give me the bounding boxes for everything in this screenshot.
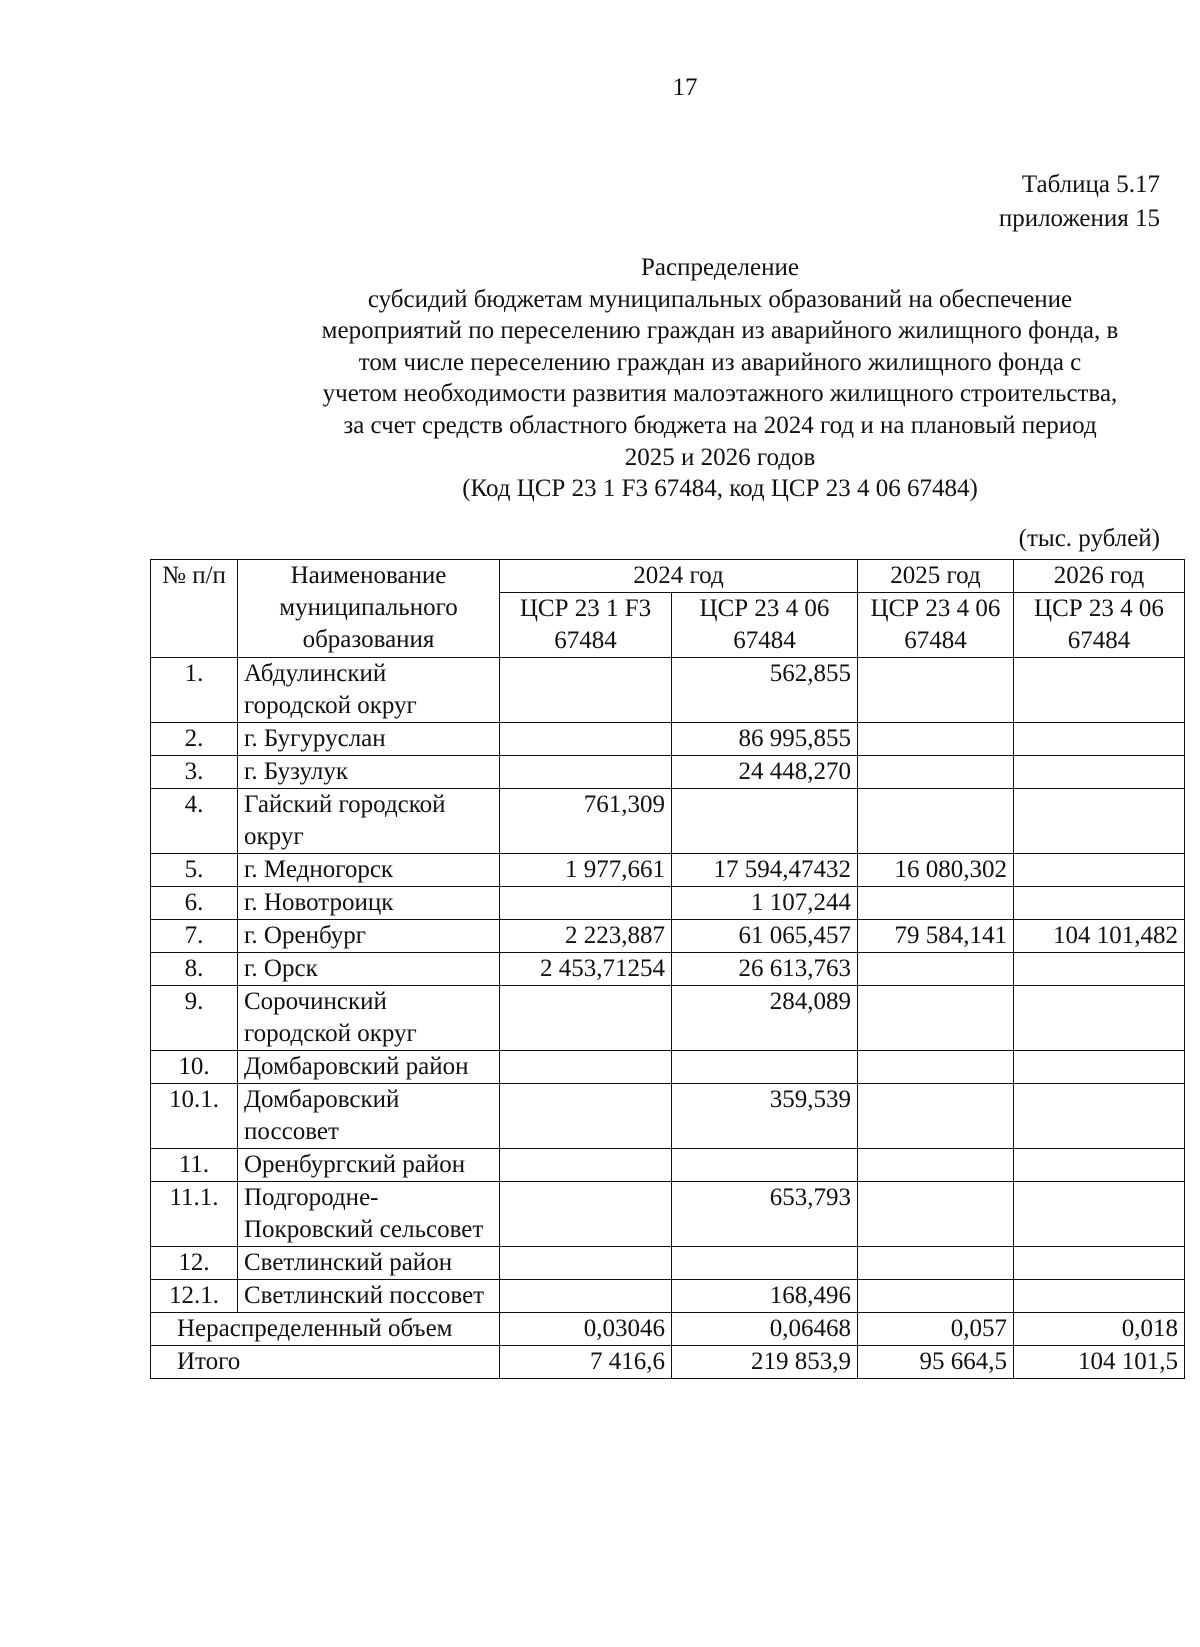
value-2026 [1014, 1182, 1185, 1247]
row-number: 6. [151, 887, 238, 920]
unallocated-2024-csr-b: 0,06468 [672, 1313, 858, 1346]
value-2024-csr-a: 1 977,661 [500, 854, 672, 887]
row-number: 7. [151, 920, 238, 953]
value-2024-csr-a [500, 1247, 672, 1280]
title-line: Распределение [641, 254, 799, 281]
total-row [151, 1346, 1185, 1379]
row-number: 5. [151, 854, 238, 887]
value-2026: 104 101,482 [1014, 920, 1185, 953]
row-number: 8. [151, 953, 238, 986]
municipality-name: Подгородне-Покровский сельсовет [238, 1182, 500, 1247]
document-title [240, 252, 1200, 505]
value-2024-csr-b: 26 613,763 [672, 953, 858, 986]
unallocated-2026: 0,018 [1014, 1313, 1185, 1346]
value-2026 [1014, 723, 1185, 756]
table-row [151, 887, 1185, 920]
row-number: 4. [151, 789, 238, 854]
table-body [151, 658, 1185, 1379]
value-2024-csr-b: 653,793 [672, 1182, 858, 1247]
value-2024-csr-b: 562,855 [672, 658, 858, 723]
unallocated-2025: 0,057 [858, 1313, 1014, 1346]
municipality-name: Сорочинский городской округ [238, 986, 500, 1051]
table-row [151, 1149, 1185, 1182]
value-2024-csr-b [672, 789, 858, 854]
municipality-name: г. Орск [238, 953, 500, 986]
table-row [151, 1247, 1185, 1280]
value-2026 [1014, 953, 1185, 986]
municipality-name: Абдулинский городской округ [238, 658, 500, 723]
value-2025 [858, 887, 1014, 920]
header-name: Наименование муниципального образования [238, 560, 500, 658]
value-2024-csr-a [500, 1051, 672, 1084]
municipality-name: г. Оренбург [238, 920, 500, 953]
value-2024-csr-b: 1 107,244 [672, 887, 858, 920]
municipality-name: Гайский городской округ [238, 789, 500, 854]
value-2024-csr-a [500, 1182, 672, 1247]
value-2024-csr-b: 359,539 [672, 1084, 858, 1149]
value-2024-csr-a [500, 986, 672, 1051]
table-row [151, 756, 1185, 789]
total-2026: 104 101,5 [1014, 1346, 1185, 1379]
value-2024-csr-a [500, 756, 672, 789]
value-2025 [858, 1247, 1014, 1280]
header-2024-csr-a: ЦСР 23 1 F3 67484 [500, 593, 672, 658]
table-row [151, 953, 1185, 986]
page-number: 17 [672, 74, 698, 101]
municipality-name: г. Медногорск [238, 854, 500, 887]
municipality-name: г. Бузулук [238, 756, 500, 789]
municipality-name: г. Новотроицк [238, 887, 500, 920]
value-2026 [1014, 1280, 1185, 1313]
units-note: (тыс. рублей) [1018, 525, 1160, 552]
subsidy-table [150, 559, 1185, 1379]
unallocated-2024-csr-a: 0,03046 [500, 1313, 672, 1346]
value-2026 [1014, 986, 1185, 1051]
row-number: 1. [151, 658, 238, 723]
value-2024-csr-b: 61 065,457 [672, 920, 858, 953]
value-2026 [1014, 854, 1185, 887]
value-2025: 16 080,302 [858, 854, 1014, 887]
value-2025 [858, 1084, 1014, 1149]
title-line: 2025 и 2026 годов [624, 443, 816, 471]
value-2024-csr-a [500, 1149, 672, 1182]
value-2026 [1014, 756, 1185, 789]
value-2026 [1014, 1084, 1185, 1149]
unallocated-label: Нераспределенный объем [151, 1313, 500, 1346]
row-number: 2. [151, 723, 238, 756]
municipality-name: Домбаровский район [238, 1051, 500, 1084]
total-2025: 95 664,5 [858, 1346, 1014, 1379]
table-row [151, 1280, 1185, 1313]
header-2025-csr: ЦСР 23 4 06 67484 [858, 593, 1014, 658]
row-number: 10.1. [151, 1084, 238, 1149]
value-2026 [1014, 1247, 1185, 1280]
municipality-name: Светлинский район [238, 1247, 500, 1280]
value-2025 [858, 756, 1014, 789]
header-year-2025: 2025 год [858, 560, 1014, 593]
value-2025 [858, 986, 1014, 1051]
title-line: за счет средств областного бюджета на 2024 год и на плановый период [343, 411, 1097, 439]
municipality-name: Оренбургский район [238, 1149, 500, 1182]
municipality-name: Домбаровский поссовет [238, 1084, 500, 1149]
value-2025 [858, 1051, 1014, 1084]
row-number: 9. [151, 986, 238, 1051]
value-2024-csr-a: 2 223,887 [500, 920, 672, 953]
header-year-2024: 2024 год [500, 560, 858, 593]
total-label: Итого [151, 1346, 500, 1379]
value-2024-csr-b: 86 995,855 [672, 723, 858, 756]
unallocated-row [151, 1313, 1185, 1346]
title-line: учетом необходимости развития малоэтажного жилищного строительства, [322, 380, 1118, 408]
value-2025 [858, 1149, 1014, 1182]
value-2025 [858, 723, 1014, 756]
total-2024-csr-b: 219 853,9 [672, 1346, 858, 1379]
value-2024-csr-b [672, 1247, 858, 1280]
value-2025 [858, 1182, 1014, 1247]
value-2025 [858, 789, 1014, 854]
table-row [151, 723, 1185, 756]
value-2024-csr-b [672, 1051, 858, 1084]
table-label-appendix: приложения 15 [998, 205, 1160, 232]
row-number: 12.1. [151, 1280, 238, 1313]
value-2026 [1014, 1051, 1185, 1084]
table-row [151, 1084, 1185, 1149]
value-2024-csr-b: 168,496 [672, 1280, 858, 1313]
value-2026 [1014, 658, 1185, 723]
title-line: (Код ЦСР 23 1 F3 67484, код ЦСР 23 4 06 67484) [462, 475, 978, 503]
value-2024-csr-a [500, 723, 672, 756]
municipality-name: Светлинский поссовет [238, 1280, 500, 1313]
value-2024-csr-b: 284,089 [672, 986, 858, 1051]
value-2024-csr-a [500, 887, 672, 920]
title-line: мероприятий по переселению граждан из аварийного жилищного фонда, в [321, 317, 1119, 345]
table-row [151, 854, 1185, 887]
row-number: 10. [151, 1051, 238, 1084]
table-row [151, 1051, 1185, 1084]
table-row [151, 658, 1185, 723]
header-num: № п/п [151, 560, 238, 658]
value-2026 [1014, 1149, 1185, 1182]
value-2025 [858, 953, 1014, 986]
value-2024-csr-a [500, 1084, 672, 1149]
row-number: 3. [151, 756, 238, 789]
value-2025 [858, 1280, 1014, 1313]
row-number: 12. [151, 1247, 238, 1280]
value-2026 [1014, 887, 1185, 920]
header-year-2026: 2026 год [1014, 560, 1185, 593]
title-line: том числе переселению граждан из аварийного жилищного фонда с [358, 348, 1082, 376]
header-2026-csr: ЦСР 23 4 06 67484 [1014, 593, 1185, 658]
value-2024-csr-a [500, 1280, 672, 1313]
table-row [151, 789, 1185, 854]
value-2024-csr-b [672, 1149, 858, 1182]
value-2025: 79 584,141 [858, 920, 1014, 953]
value-2024-csr-a [500, 658, 672, 723]
municipality-name: г. Бугуруслан [238, 723, 500, 756]
value-2024-csr-a: 2 453,71254 [500, 953, 672, 986]
header-2024-csr-b: ЦСР 23 4 06 67484 [672, 593, 858, 658]
value-2024-csr-b: 17 594,47432 [672, 854, 858, 887]
total-2024-csr-a: 7 416,6 [500, 1346, 672, 1379]
table-label-number: Таблица 5.17 [1021, 171, 1160, 198]
value-2024-csr-b: 24 448,270 [672, 756, 858, 789]
value-2026 [1014, 789, 1185, 854]
value-2025 [858, 658, 1014, 723]
value-2024-csr-a: 761,309 [500, 789, 672, 854]
header-row [151, 560, 1185, 593]
table-row [151, 920, 1185, 953]
table-row [151, 986, 1185, 1051]
title-line: субсидий бюджетам муниципальных образований на обеспечение [367, 285, 1073, 313]
table-row [151, 1182, 1185, 1247]
row-number: 11. [151, 1149, 238, 1182]
row-number: 11.1. [151, 1182, 238, 1247]
